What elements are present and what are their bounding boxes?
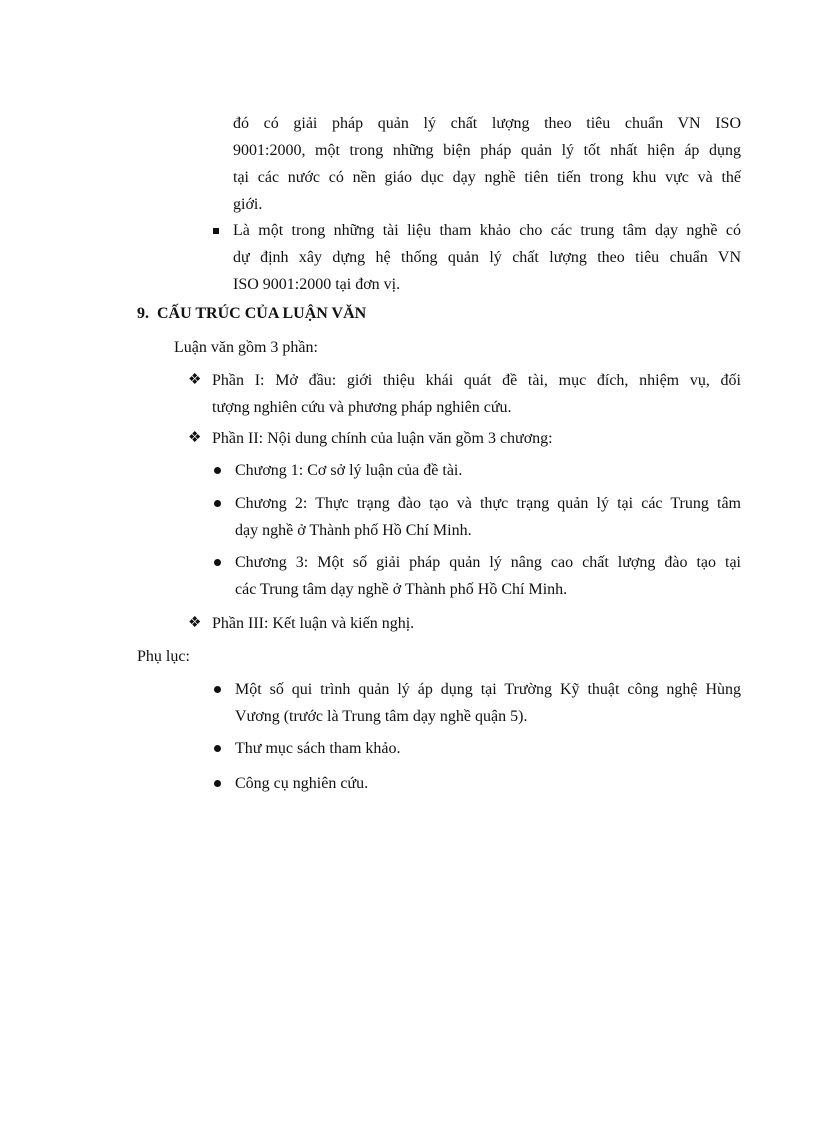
part-line: Phần II: Nội dung chính của luận văn gồm 3 chương: — [212, 430, 553, 447]
part-line: Phần I: Mở đầu: giới thiệu khái quát đề tài, mục đích, nhiệm vụ, đối — [212, 372, 741, 389]
bullet-line: ISO 9001:2000 tại đơn vị. — [233, 276, 401, 293]
section-title: CẤU TRÚC CỦA LUẬN VĂN — [157, 305, 367, 322]
part-item — [212, 367, 741, 421]
prev-paragraph — [233, 110, 741, 218]
square-bullet-icon — [213, 228, 219, 234]
part-item — [212, 610, 741, 637]
appendix-label: Phụ lục: — [137, 648, 190, 665]
section-number: 9. — [137, 305, 149, 322]
section-intro: Luận văn gồm 3 phần: — [174, 339, 318, 356]
chapter-item — [235, 490, 741, 544]
appendix-item — [235, 676, 741, 730]
paragraph-line: giới. — [233, 196, 263, 213]
round-bullet-icon — [214, 500, 221, 507]
appendix-line: Vương (trước là Trung tâm dạy nghề quận 5). — [235, 708, 528, 725]
square-bullet-item — [233, 217, 741, 298]
appendix-line: Thư mục sách tham khảo. — [235, 740, 401, 757]
round-bullet-icon — [214, 559, 221, 566]
paragraph-line: tại các nước có nền giáo dục dạy nghề tiên tiến trong khu vực và thế — [233, 169, 741, 186]
chapter-item — [235, 457, 741, 484]
part-line: Phần III: Kết luận và kiến nghị. — [212, 615, 415, 632]
part-line: tượng nghiên cứu và phương pháp nghiên cứu. — [212, 399, 512, 416]
chapter-line: Chương 2: Thực trạng đào tạo và thực trạng quản lý tại các Trung tâm — [235, 495, 741, 512]
appendix-line: Công cụ nghiên cứu. — [235, 775, 369, 792]
part-item — [212, 425, 741, 452]
appendix-item — [235, 735, 741, 762]
diamond-bullet-icon: ❖ — [188, 615, 202, 631]
chapter-line: các Trung tâm dạy nghề ở Thành phố Hồ Chí Minh. — [235, 581, 568, 598]
round-bullet-icon — [214, 745, 221, 752]
round-bullet-icon — [214, 780, 221, 787]
diamond-bullet-icon: ❖ — [188, 430, 202, 446]
round-bullet-icon — [214, 467, 221, 474]
section-heading — [137, 300, 737, 327]
paragraph-line: đó có giải pháp quản lý chất lượng theo tiêu chuẩn VN ISO — [233, 115, 741, 132]
chapter-line: Chương 1: Cơ sở lý luận của đề tài. — [235, 462, 463, 479]
chapter-line: Chương 3: Một số giải pháp quản lý nâng cao chất lượng đào tạo tại — [235, 554, 741, 571]
round-bullet-icon — [214, 686, 221, 693]
appendix-item — [235, 770, 741, 797]
paragraph-line: 9001:2000, một trong những biện pháp quản lý tốt nhất hiện áp dụng — [233, 142, 741, 159]
diamond-bullet-icon: ❖ — [188, 372, 202, 388]
bullet-line: dự định xây dựng hệ thống quản lý chất lượng theo tiêu chuẩn VN — [233, 249, 741, 266]
chapter-line: dạy nghề ở Thành phố Hồ Chí Minh. — [235, 522, 472, 539]
appendix-line: Một số qui trình quản lý áp dụng tại Trường Kỹ thuật công nghệ Hùng — [235, 681, 741, 698]
bullet-line: Là một trong những tài liệu tham khảo cho các trung tâm dạy nghề có — [233, 222, 741, 239]
chapter-item — [235, 549, 741, 603]
